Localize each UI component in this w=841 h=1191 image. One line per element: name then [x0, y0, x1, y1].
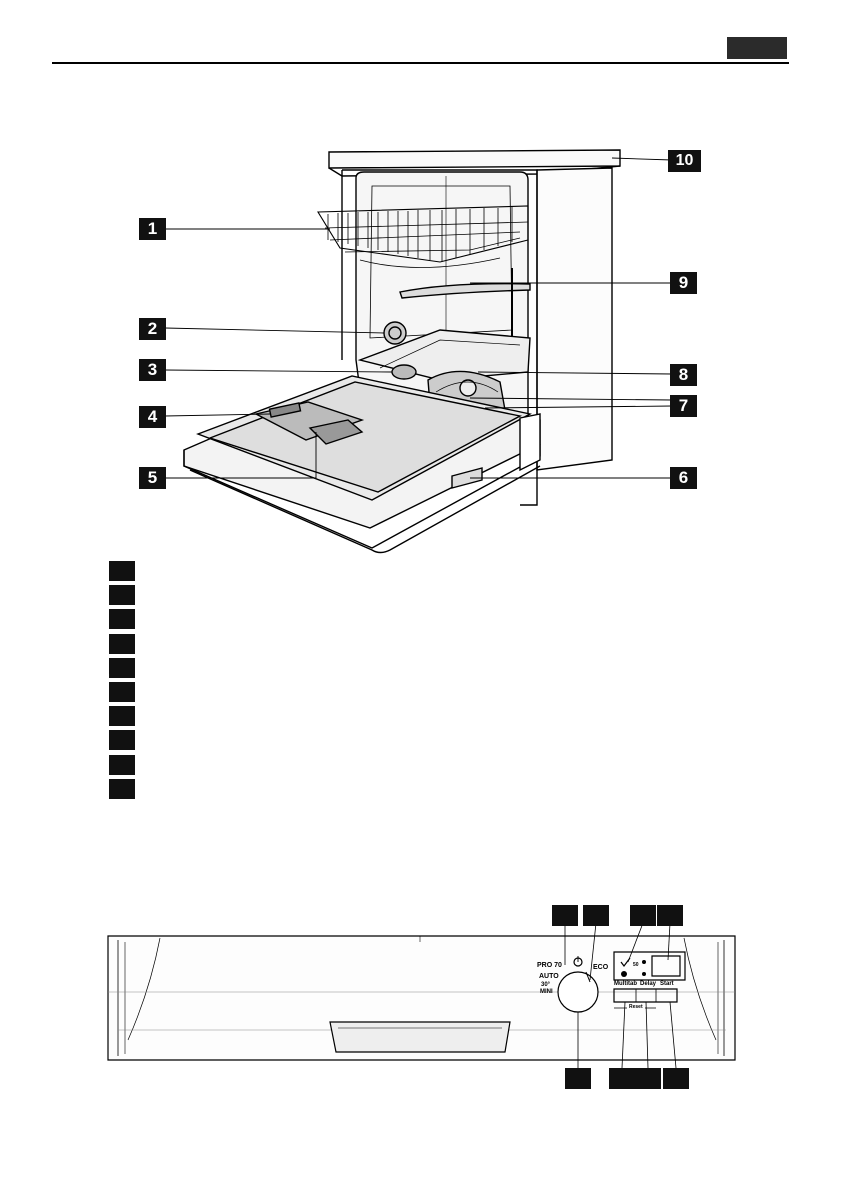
panel-callout [630, 905, 656, 926]
indicator-text: 50 [633, 962, 639, 968]
panel-callout [583, 905, 609, 926]
callout-2: 2 [139, 318, 166, 340]
callout-4: 4 [139, 406, 166, 428]
panel-callout [552, 905, 578, 926]
panel-callout [609, 1068, 635, 1089]
reset-label: Reset [629, 1004, 643, 1010]
callout-6: 6 [670, 467, 697, 489]
callout-8: 8 [670, 364, 697, 386]
callout-1: 1 [139, 218, 166, 240]
callout-7: 7 [670, 395, 697, 417]
program-pro70-label: PRO 70 [537, 962, 562, 969]
multitab-button-label: Multitab [614, 981, 637, 987]
start-button-label: Start [660, 981, 674, 987]
panel-callout [657, 905, 683, 926]
callout-9: 9 [670, 272, 697, 294]
delay-button-label: Delay [640, 981, 657, 987]
panel-callout [663, 1068, 689, 1089]
program-auto-label: AUTO [539, 973, 559, 980]
callout-5: 5 [139, 467, 166, 489]
panel-callout [635, 1068, 661, 1089]
callout-10: 10 [668, 150, 701, 172]
program-eco-label: ECO [593, 964, 609, 971]
panel-callout [565, 1068, 591, 1089]
program-mini-label: MINI [540, 989, 553, 995]
program-30-label: 30° [541, 982, 551, 988]
callout-3: 3 [139, 359, 166, 381]
